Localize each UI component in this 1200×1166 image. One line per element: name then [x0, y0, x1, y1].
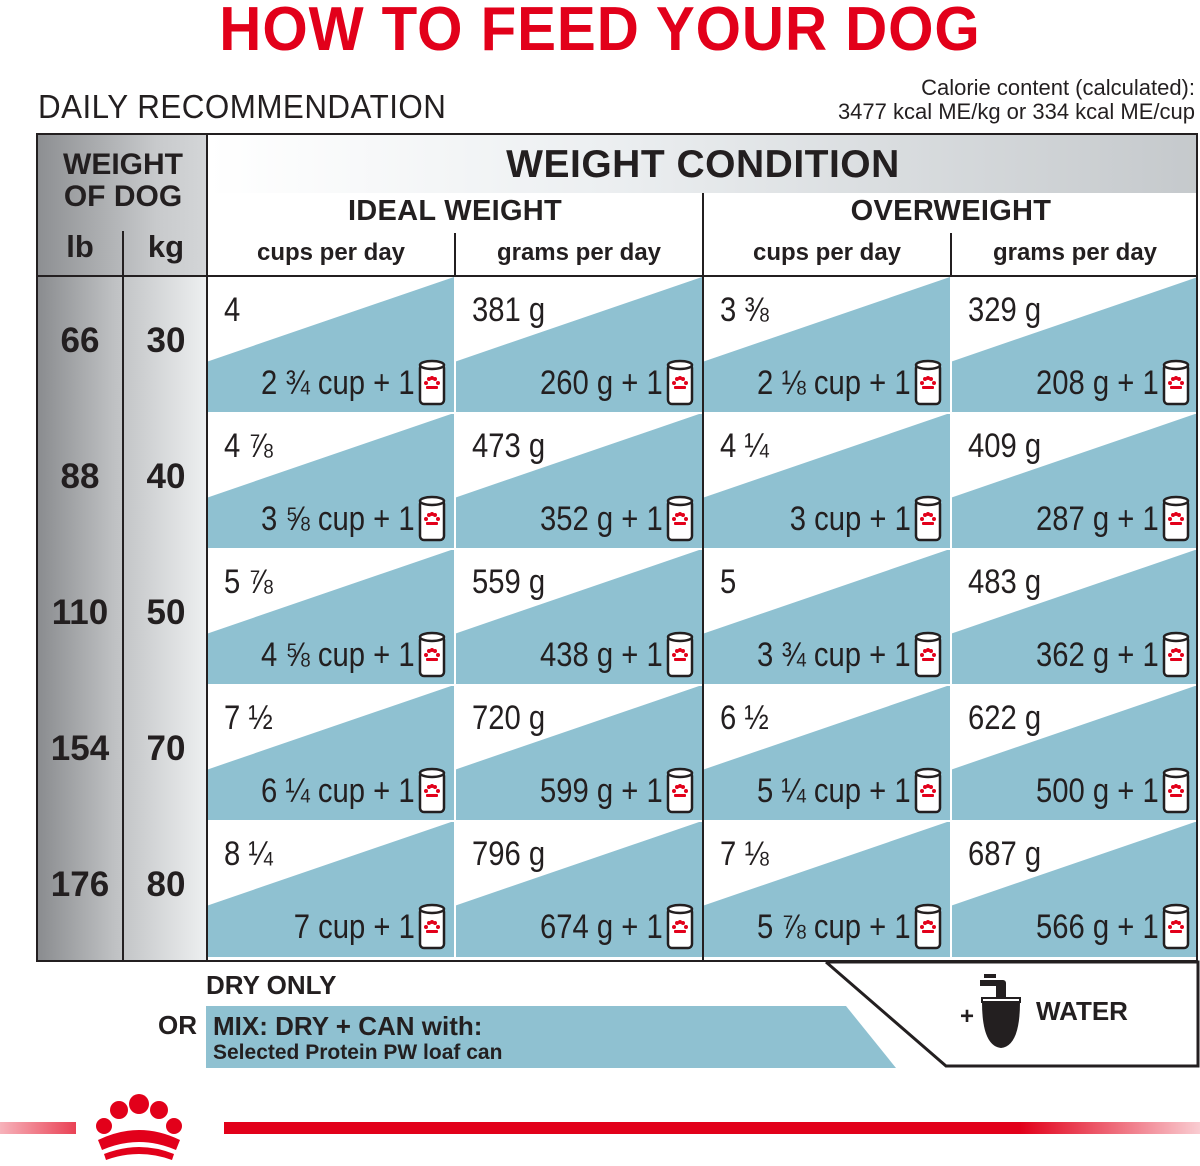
mix-value: [1016, 631, 1190, 679]
mix-value: [274, 903, 446, 951]
mix-value: [1016, 903, 1190, 951]
feeding-cell: [456, 685, 702, 821]
mix-value: [1016, 495, 1190, 543]
mix-value-text: 362 g + 1: [1036, 635, 1159, 674]
crown-logo: [84, 1092, 194, 1164]
mix-value: [520, 359, 694, 407]
dry-only-label: DRY ONLY: [206, 970, 337, 1000]
dry-only-value: 622 g: [968, 699, 1042, 737]
weight-kg: 80: [146, 865, 186, 904]
dry-only-value: 7 ⅛: [720, 835, 769, 873]
dry-only-value: 4: [224, 291, 241, 329]
mix-value-text: 208 g + 1: [1036, 363, 1159, 402]
faucet-bowl-icon: [980, 974, 1020, 1048]
mix-value-text: 599 g + 1: [540, 771, 663, 810]
divider: [38, 275, 1198, 277]
or-label: OR: [158, 1010, 197, 1040]
daily-recommendation-heading: DAILY RECOMMENDATION: [38, 88, 447, 125]
feeding-cell: [952, 277, 1198, 413]
col-over-grams: grams per day: [992, 239, 1158, 266]
mix-value: [520, 767, 694, 815]
mix-value-text: 4 ⅝ cup + 1: [261, 635, 415, 674]
feeding-cell: [208, 821, 454, 957]
col-divider: [950, 277, 952, 960]
dry-only-value: 4 ¼: [720, 427, 769, 465]
weight-lb: 66: [60, 321, 100, 360]
page-title: HOW TO FEED YOUR DOG: [219, 0, 981, 64]
feeding-cell: [704, 821, 950, 957]
feeding-cell: [456, 413, 702, 549]
weight-lb: 110: [51, 593, 109, 632]
feeding-table: [36, 133, 1198, 962]
weight-condition-header: WEIGHT CONDITION: [506, 143, 900, 186]
mix-value: [770, 495, 942, 543]
can-icon: [1162, 359, 1190, 407]
dry-only-value: 559 g: [472, 563, 546, 601]
weight-kg: 50: [146, 593, 186, 632]
mix-value: [236, 359, 446, 407]
divider: [950, 233, 952, 277]
feeding-cell: [704, 277, 950, 413]
feeding-cell: [208, 413, 454, 549]
can-icon: [418, 631, 446, 679]
feeding-cell: [208, 549, 454, 685]
unit-lb: lb: [66, 229, 94, 264]
dry-only-value: 720 g: [472, 699, 546, 737]
dry-only-value: 3 ⅜: [720, 291, 769, 329]
mix-value: [520, 631, 694, 679]
mix-value-text: 260 g + 1: [540, 363, 663, 402]
mix-value: [236, 767, 446, 815]
mix-value-text: 3 ¾ cup + 1: [757, 635, 911, 674]
mix-label: MIX: DRY + CAN with:: [213, 1011, 483, 1041]
mix-value-text: 500 g + 1: [1036, 771, 1159, 810]
weight-of-dog-header: [38, 149, 208, 213]
dry-only-value: 381 g: [472, 291, 546, 329]
feeding-cell: [456, 821, 702, 957]
calorie-values: 3477 kcal ME/kg or 334 kcal ME/cup: [837, 99, 1195, 124]
mix-value: [236, 631, 446, 679]
can-icon: [418, 903, 446, 951]
calorie-label: Calorie content (calculated):: [921, 75, 1195, 100]
calorie-content: [838, 76, 1195, 124]
mix-value-text: 2 ⅛ cup + 1: [757, 363, 911, 402]
can-icon: [666, 767, 694, 815]
divider: [206, 135, 208, 962]
mix-value-text: 5 ⅞ cup + 1: [757, 907, 911, 946]
mix-value-text: 7 cup + 1: [293, 907, 415, 946]
mix-value: [732, 359, 942, 407]
weight-kg: 30: [146, 321, 186, 360]
mix-value-text: 3 ⅝ cup + 1: [261, 499, 415, 538]
divider: [702, 193, 704, 962]
mix-value: [732, 767, 942, 815]
mix-value: [520, 903, 694, 951]
dry-only-value: 5: [720, 563, 737, 601]
can-icon: [914, 767, 942, 815]
dry-only-value: 5 ⅞: [224, 563, 273, 601]
feeding-cell: [704, 685, 950, 821]
weight-lb: 176: [50, 865, 110, 904]
dry-only-value: 473 g: [472, 427, 546, 465]
dry-only-value: 796 g: [472, 835, 546, 873]
group-overweight: OVERWEIGHT: [850, 195, 1052, 227]
can-icon: [666, 631, 694, 679]
mix-value-text: 352 g + 1: [540, 499, 663, 538]
feeding-cell: [704, 413, 950, 549]
feeding-cell: [456, 549, 702, 685]
feeding-cell: [952, 685, 1198, 821]
col-ideal-grams: grams per day: [496, 239, 662, 266]
mix-value: [1016, 359, 1190, 407]
feeding-cell: [952, 821, 1198, 957]
feeding-cell: [208, 277, 454, 413]
weight-lb: 88: [60, 457, 100, 496]
mix-value-text: 287 g + 1: [1036, 499, 1159, 538]
dry-only-value: 483 g: [968, 563, 1042, 601]
col-divider: [454, 277, 456, 960]
can-icon: [914, 631, 942, 679]
mix-value-text: 566 g + 1: [1036, 907, 1159, 946]
mix-value-text: 5 ¼ cup + 1: [757, 771, 911, 810]
can-icon: [418, 495, 446, 543]
can-icon: [914, 903, 942, 951]
can-icon: [914, 495, 942, 543]
mix-value: [1016, 767, 1190, 815]
water-plus: +: [960, 1003, 975, 1030]
feeding-cell: [208, 685, 454, 821]
mix-value: [732, 903, 942, 951]
dry-only-value: 329 g: [968, 291, 1042, 329]
weight-lb: 154: [50, 729, 110, 768]
weight-header-line2: OF DOG: [63, 180, 183, 213]
can-icon: [666, 903, 694, 951]
can-icon: [1162, 631, 1190, 679]
col-ideal-cups: cups per day: [256, 239, 406, 266]
can-icon: [666, 495, 694, 543]
feeding-cell: [456, 277, 702, 413]
dry-only-value: 687 g: [968, 835, 1042, 873]
weight-kg: 40: [146, 457, 186, 496]
mix-value: [520, 495, 694, 543]
water-label: WATER: [1036, 996, 1128, 1026]
mix-value-text: 674 g + 1: [540, 907, 663, 946]
can-icon: [418, 359, 446, 407]
can-icon: [1162, 495, 1190, 543]
mix-value-text: 2 ¾ cup + 1: [261, 363, 415, 402]
can-icon: [1162, 767, 1190, 815]
divider: [454, 233, 456, 277]
weight-kg: 70: [146, 729, 186, 768]
dry-only-value: 6 ½: [720, 699, 769, 737]
can-icon: [418, 767, 446, 815]
dry-only-value: 4 ⅞: [224, 427, 273, 465]
lb-kg-divider: [122, 231, 124, 960]
group-ideal-weight: IDEAL WEIGHT: [347, 195, 563, 227]
mix-value-text: 438 g + 1: [540, 635, 663, 674]
feeding-cell: [952, 549, 1198, 685]
mix-value: [236, 495, 446, 543]
dry-only-value: 409 g: [968, 427, 1042, 465]
can-icon: [1162, 903, 1190, 951]
feeding-cell: [704, 549, 950, 685]
col-over-cups: cups per day: [752, 239, 902, 266]
can-icon: [914, 359, 942, 407]
mix-value: [732, 631, 942, 679]
mix-value-text: 3 cup + 1: [789, 499, 911, 538]
can-icon: [666, 359, 694, 407]
feeding-cell: [952, 413, 1198, 549]
unit-kg: kg: [147, 229, 185, 264]
dry-only-value: 8 ¼: [224, 835, 273, 873]
water-legend-box: [820, 958, 1200, 1070]
weight-header-line1: WEIGHT: [63, 148, 183, 181]
mix-product-label: Selected Protein PW loaf can: [213, 1041, 503, 1064]
mix-value-text: 6 ¼ cup + 1: [261, 771, 415, 810]
dry-only-value: 7 ½: [224, 699, 273, 737]
